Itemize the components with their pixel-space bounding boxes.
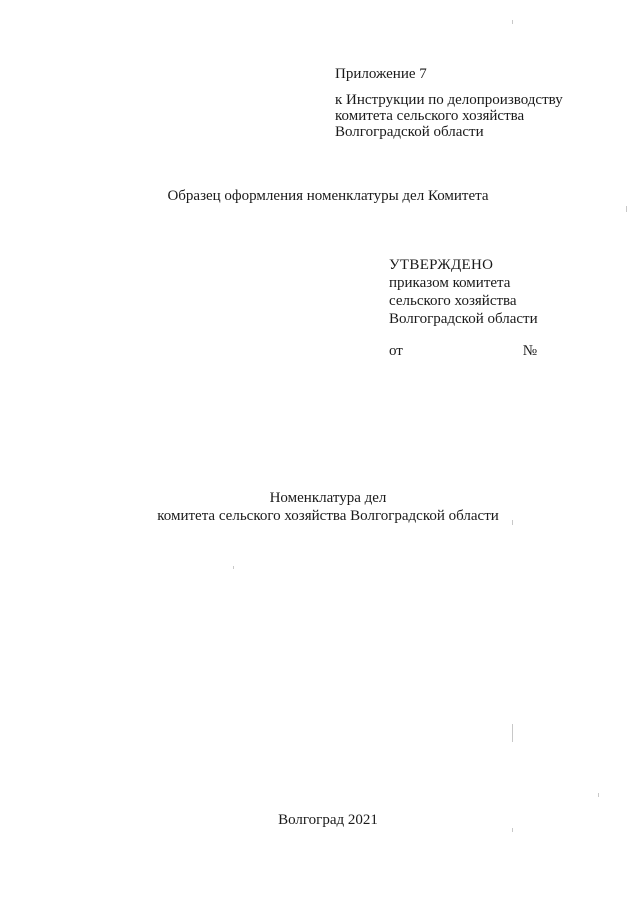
nomenclature-title <box>0 489 640 525</box>
approval-line-3: Волгоградской области <box>389 311 538 327</box>
scan-artifact <box>598 793 599 797</box>
scan-artifact <box>626 206 627 212</box>
appendix-header <box>335 66 563 140</box>
appendix-title: Приложение 7 <box>335 66 427 82</box>
scan-artifact <box>512 828 513 832</box>
appendix-reference-line-2: комитета сельского хозяйства <box>335 108 525 124</box>
approval-line-1: приказом комитета <box>389 275 511 291</box>
approval-heading: УТВЕРЖДЕНО <box>389 257 494 273</box>
scan-artifact <box>512 520 513 525</box>
appendix-reference-line-3: Волгоградской области <box>335 124 484 140</box>
nomenclature-title-line-1: Номенклатура дел <box>269 490 387 506</box>
appendix-reference-line-1: к Инструкции по делопроизводству <box>335 92 563 108</box>
approval-stamp <box>389 256 538 360</box>
approval-date-number-row <box>389 342 537 360</box>
approval-line-2: сельского хозяйства <box>389 293 517 309</box>
footer-place-year: Волгоград 2021 <box>278 812 378 828</box>
sample-title: Образец оформления номенклатуры дел Комитета <box>167 188 489 204</box>
approval-number-label: № <box>522 343 537 359</box>
approval-date-label: от <box>389 343 403 359</box>
scan-artifact <box>512 20 513 24</box>
scan-artifact <box>512 724 513 742</box>
nomenclature-title-line-2: комитета сельского хозяйства Волгоградской области <box>157 508 499 524</box>
scan-artifact <box>233 566 234 569</box>
